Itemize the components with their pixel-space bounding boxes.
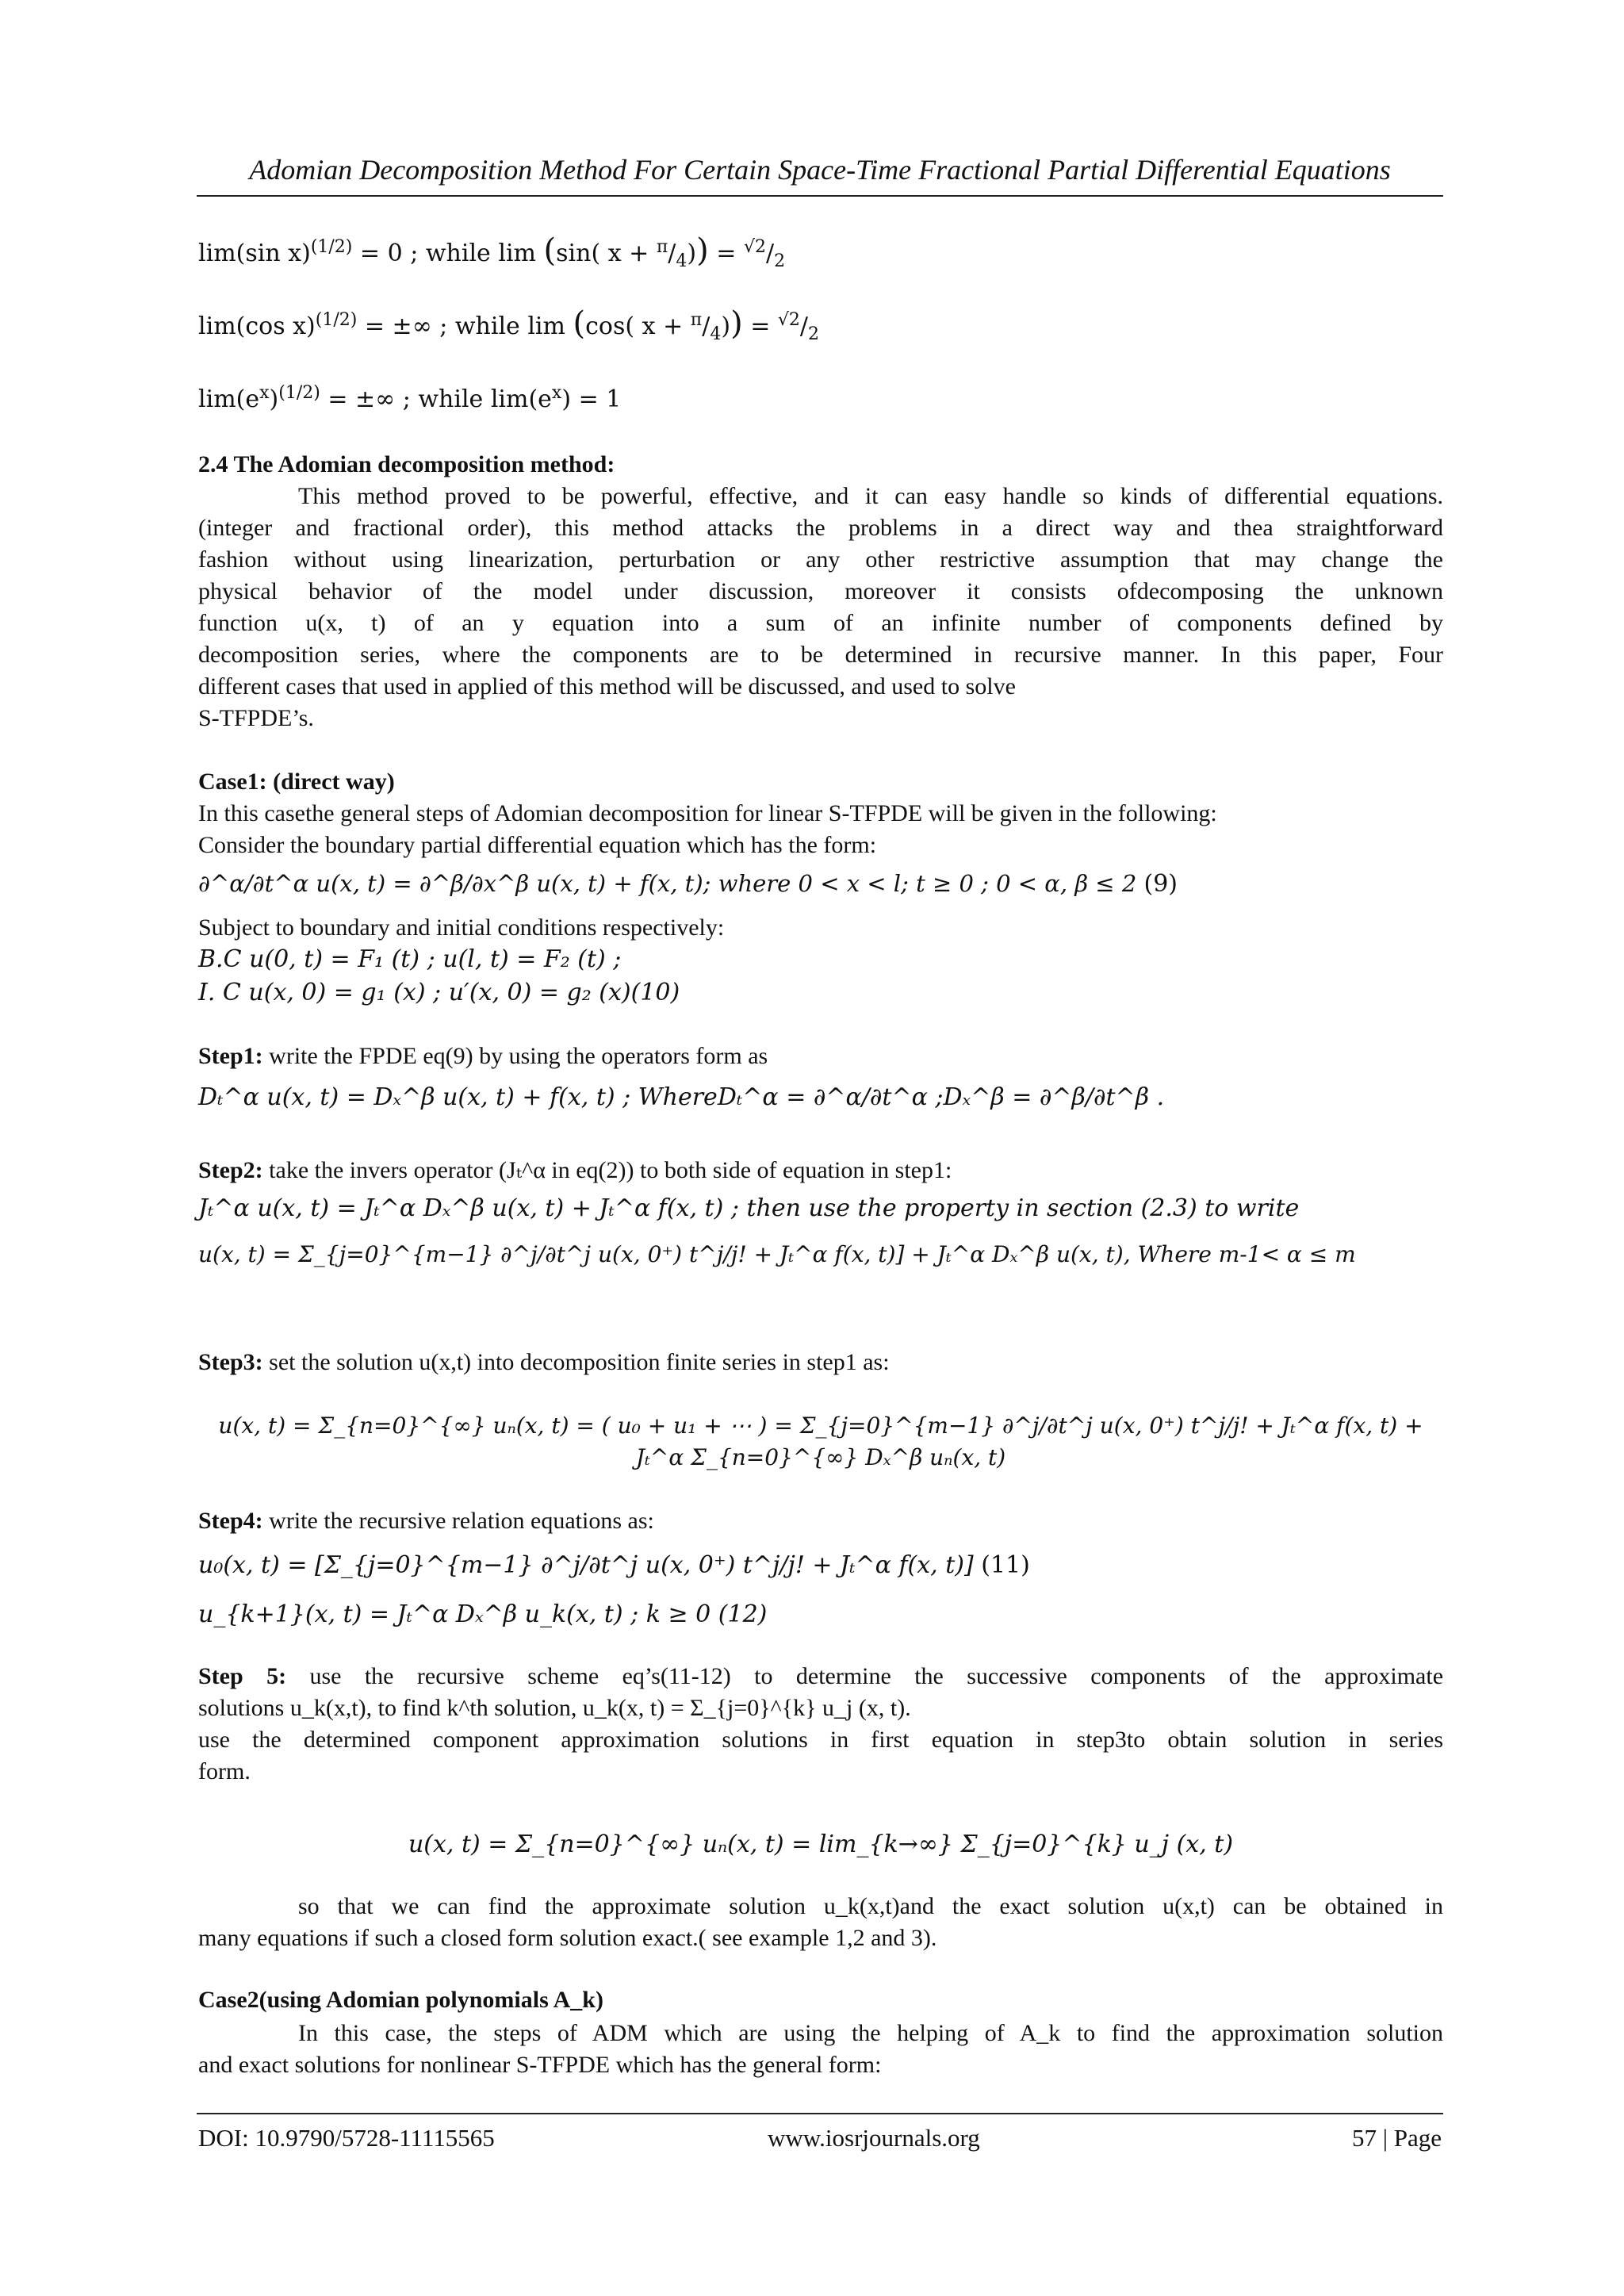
section-heading: 2.4 The Adomian decomposition method: — [198, 451, 615, 477]
step2-equation-2: u(x, t) = Σ_{j=0}^{m−1} ∂^j/∂t^j u(x, 0⁺) t^j/j! + Jₜ^α f(x, t)] + Jₜ^α Dₓ^β u(x, t), Where m-1< α ≤ m — [198, 1241, 1356, 1267]
case2-text: In this case, the steps of ADM which are using the helping of A_k to find the approximation solution and exact solutions for nonlinear S-TFPDE which has the general form: — [198, 2020, 1443, 2078]
intro-paragraph: This method proved to be powerful, effective, and it can easy handle so kinds of differential equations. (integer and fractional order), this method attacks the problems in a direct way and thea straightforward fashion without using linearization, perturbation or any other restrictive assumption that may change the physical behavior of the model under discussion, moreover it consists ofdecomposing the unknown function u(x, t) of an y equation into a sum of an infinite number of components defined by decomposition series, where the components are to be determined in recursive manner. In this paper, Four different cases that used in applied of this method will be discussed, and used to solve S-TFPDE’s. — [198, 483, 1443, 731]
case1-heading: Case1: (direct way) — [198, 769, 395, 795]
equation-11: u₀(x, t) = [Σ_{j=0}^{m−1} ∂^j/∂t^j u(x, 0⁺) t^j/j! + Jₜ^α f(x, t)] (11) — [198, 1551, 1030, 1579]
footer-page-number: 57 | Page — [1352, 2124, 1442, 2152]
step1-text: Step1: write the FPDE eq(9) by using the operators form as — [198, 1043, 768, 1069]
step2-text: Step2: take the invers operator (Jₜ^α in eq(2)) to both side of equation in step1: — [198, 1157, 952, 1183]
step2-equation-1: Jₜ^α u(x, t) = Jₜ^α Dₓ^β u(x, t) + Jₜ^α f(x, t) ; then use the property in section (2.3) to write — [198, 1194, 1300, 1222]
case1-text: In this casethe general steps of Adomian decomposition for linear S-TFPDE will be given in the following: Consider the boundary partial differential equation which has the form: — [198, 800, 1217, 858]
step1-equation: Dₜ^α u(x, t) = Dₓ^β u(x, t) + f(x, t) ; WhereDₜ^α = ∂^α/∂t^α ;Dₓ^β = ∂^β/∂t^β . — [198, 1083, 1165, 1111]
header-divider — [197, 195, 1443, 197]
step3-text: Step3: set the solution u(x,t) into decomposition finite series in step1 as: — [198, 1349, 890, 1375]
case2-heading: Case2(using Adomian polynomials A_k) — [198, 1987, 603, 2013]
step5-text: Step 5: use the recursive scheme eq’s(11-12) to determine the successive components of the approximate solutions u_k(x,t), to find k^th solution, u_k(x, t) = Σ_{j=0}^{k} u_j (x, t). use the determined component approximation solutions in first equation in step3to obtain solution in series form. — [198, 1663, 1444, 1784]
initial-conditions: I. C u(x, 0) = g₁ (x) ; u′(x, 0) = g₂ (x)(10) — [198, 979, 680, 1006]
limit-line-3: $\lim(e^x)^{(1/2)}$ = ±∞ ; while $\lim(e^x) = 1$ — [198, 383, 622, 413]
footer-divider — [197, 2113, 1443, 2114]
step3-equation: u(x, t) = Σ_{n=0}^{∞} uₙ(x, t) = ( u₀ + u₁ + ⋯ ) = Σ_{j=0}^{m−1} ∂^j/∂t^j u(x, 0⁺) t^j/j! + Jₜ^α f(x, t) + Jₜ^α Σ_{n=0}^{∞} Dₓ^β uₙ(x, t) — [218, 1412, 1423, 1470]
running-title: Adomian Decomposition Method For Certain Space-Time Fractional Partial Differential Equations — [249, 154, 1391, 186]
step4-text: Step4: write the recursive relation equations as: — [198, 1508, 654, 1534]
limit-line-1: lim(sin x)$^{(1/2)}$ = 0 ; while lim (sin( $x + ^\pi/_4)) = ^{√2}/_2$ — [198, 232, 786, 271]
boundary-conditions: B.C u(0, t) = F₁ (t) ; u(l, t) = F₂ (t) ; — [198, 945, 622, 973]
limit-line-2: lim(cos x)$^{(1/2)}$ = ±∞ ; while lim (cos( $x + ^\pi/_4)) = ^{√2}/_2$ — [198, 305, 820, 344]
equation-9: ∂^α/∂t^α u(x, t) = ∂^β/∂x^β u(x, t) + f(x, t); where 0 < x < l; t ≥ 0 ; 0 < α, β ≤ 2 (9) — [198, 870, 1178, 898]
step5-conclusion: so that we can find the approximate solution u_k(x,t)and the exact solution u(x,t) can be obtained in many equations if such a closed form solution exact.( see example 1,2 and 3). — [198, 1893, 1443, 1951]
case1-subject: Subject to boundary and initial conditions respectively: — [198, 914, 725, 941]
footer-website: www.iosrjournals.org — [768, 2124, 980, 2152]
step5-equation: u(x, t) = Σ_{n=0}^{∞} uₙ(x, t) = lim_{k→∞} Σ_{j=0}^{k} u_j (x, t) — [408, 1830, 1234, 1858]
equation-12: u_{k+1}(x, t) = Jₜ^α Dₓ^β u_k(x, t) ; k ≥ 0 (12) — [198, 1600, 768, 1628]
footer-doi: DOI: 10.9790/5728-11115565 — [198, 2124, 495, 2152]
